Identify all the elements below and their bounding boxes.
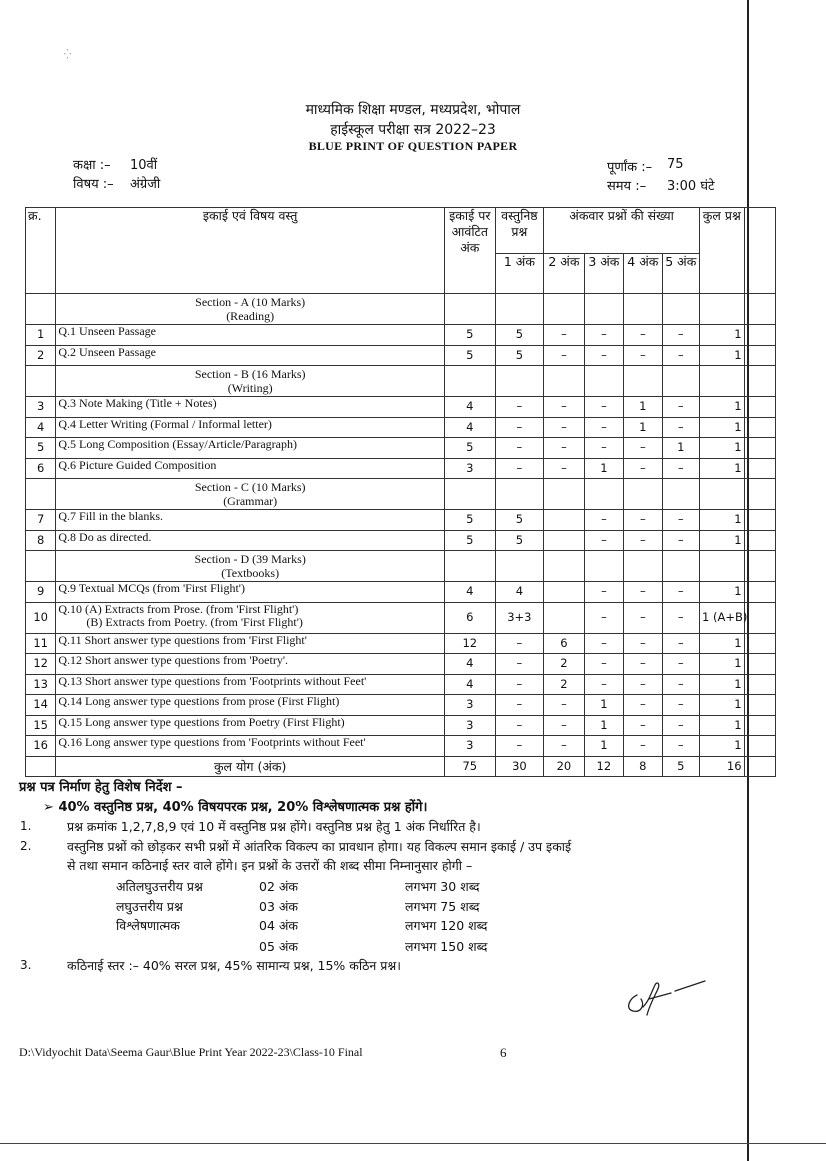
table-row [26,582,776,603]
question-cell: Q.13 Short answer type questions from 'Footprints without Feet' [56,674,445,695]
serial-number-cell: 10 [26,602,56,633]
empty-cell [744,325,775,346]
header-objective-1: 1 अंक [495,254,544,294]
instruction-2a: वस्तुनिष्ठ प्रश्नों को छोड़कर सभी प्रश्नों में आंतरिक विकल्प का प्रावधान होगा। यह विकल्प समान इकाई / उप इकाई [67,839,572,854]
header-allocated-marks: इकाई पर आवंटित अंक [445,208,496,294]
allocated-marks-cell: 3 [445,458,496,479]
serial-number-cell: 13 [26,674,56,695]
table-row [26,345,776,366]
word-limit: लगभग 30 शब्द [405,879,480,894]
two-mark-cell [544,602,584,633]
table-row [26,715,776,736]
empty-cell [744,345,775,366]
allocated-marks-cell: 6 [445,602,496,633]
class-value: 10वीं [130,158,158,173]
empty-cell [26,479,56,510]
question-cell: Q.1 Unseen Passage [56,325,445,346]
table-row [26,417,776,438]
four-mark-cell: – [624,695,662,716]
question-cell: Q.4 Letter Writing (Formal / Informal letter) [56,417,445,438]
empty-cell [445,551,496,582]
two-mark-cell: – [544,345,584,366]
two-mark-cell: – [544,736,584,757]
empty-cell [744,654,775,675]
two-mark-cell: – [544,458,584,479]
section-subtitle: (Grammar) [223,494,278,508]
serial-number-cell: 7 [26,510,56,531]
empty-cell [662,294,699,325]
blueprint-body [26,294,776,777]
section-title: Section - A (10 Marks) [195,295,306,309]
total-questions-cell: 1 [700,397,745,418]
objective-cell: 5 [495,325,544,346]
empty-cell [445,479,496,510]
three-mark-cell: – [584,674,623,695]
header-4-marks: 4 अंक [624,254,662,294]
empty-cell [744,736,775,757]
objective-cell: 5 [495,510,544,531]
question-cell: Q.5 Long Composition (Essay/Article/Paragraph) [56,438,445,459]
serial-number-cell: 5 [26,438,56,459]
question-cell: Q.7 Fill in the blanks. [56,510,445,531]
document-title: BLUE PRINT OF QUESTION PAPER [308,139,518,153]
question-cell: Q.16 Long answer type questions from 'Footprints without Feet' [56,736,445,757]
empty-cell [662,479,699,510]
objective-cell: 30 [495,756,544,777]
three-mark-cell: – [584,397,623,418]
five-mark-cell: – [662,736,699,757]
empty-cell [700,479,745,510]
four-mark-cell: – [624,458,662,479]
total-questions-cell: 1 [700,633,745,654]
five-mark-cell: 5 [662,756,699,777]
empty-cell [744,458,775,479]
question-marks: 02 अंक [259,879,299,894]
allocated-marks-cell: 5 [445,325,496,346]
objective-cell: 5 [495,530,544,551]
two-mark-cell: 2 [544,674,584,695]
instruction-number-1: 1. [20,819,32,833]
five-mark-cell: – [662,325,699,346]
signature [615,975,715,1025]
objective-cell: – [495,438,544,459]
two-mark-cell: 2 [544,654,584,675]
empty-cell [744,756,775,777]
empty-cell [495,551,544,582]
allocated-marks-cell: 4 [445,654,496,675]
three-mark-cell: – [584,417,623,438]
allocated-marks-cell: 4 [445,397,496,418]
five-mark-cell: – [662,345,699,366]
empty-cell [744,294,775,325]
objective-cell: 5 [495,345,544,366]
total-questions-cell: 1 [700,582,745,603]
section-heading [56,551,445,582]
empty-cell [495,294,544,325]
allocated-marks-cell: 4 [445,582,496,603]
total-questions-cell: 1 (A+B) [700,602,745,633]
question-ratio-text: 40% वस्तुनिष्ठ प्रश्न, 40% विषयपरक प्रश्न, 20% विश्लेषणात्मक प्रश्न होंगे। [58,800,428,815]
page-number: 6 [500,1045,507,1060]
total-questions-cell: 1 [700,715,745,736]
table-row [26,633,776,654]
question-cell: Q.14 Long answer type questions from prose (First Flight) [56,695,445,716]
subject-value: अंग्रेजी [130,177,161,192]
four-mark-cell: 8 [624,756,662,777]
four-mark-cell: – [624,530,662,551]
four-mark-cell: – [624,674,662,695]
three-mark-cell: 12 [584,756,623,777]
instruction-3: कठिनाई स्तर :– 40% सरल प्रश्न, 45% सामान्य प्रश्न, 15% कठिन प्रश्न। [67,958,401,973]
table-row [26,674,776,695]
allocated-marks-cell: 3 [445,715,496,736]
max-marks-label: पूर्णांक :– [607,160,653,175]
five-mark-cell: 1 [662,438,699,459]
two-mark-cell: – [544,417,584,438]
total-questions-cell: 1 [700,345,745,366]
empty-cell [700,551,745,582]
empty-cell [544,479,584,510]
serial-number-cell: 11 [26,633,56,654]
empty-cell [584,551,623,582]
objective-cell: – [495,695,544,716]
three-mark-cell: – [584,345,623,366]
question-type: लघुउत्तरीय प्रश्न [116,899,183,914]
file-path: D:\Vidyochit Data\Seema Gaur\Blue Print Year 2022-23\Class-10 Final [19,1045,363,1059]
arrow-bullet-icon: ➢ [43,800,54,815]
two-mark-cell [544,530,584,551]
serial-number-cell: 14 [26,695,56,716]
empty-cell [495,366,544,397]
allocated-marks-cell: 3 [445,736,496,757]
word-limit: लगभग 120 शब्द [405,918,488,933]
empty-cell [624,366,662,397]
three-mark-cell: – [584,582,623,603]
serial-number-cell: 9 [26,582,56,603]
empty-cell [584,366,623,397]
table-row [26,654,776,675]
objective-cell: – [495,715,544,736]
instruction-1: प्रश्न क्रमांक 1,2,7,8,9 एवं 10 में वस्तुनिष्ठ प्रश्न होंगे। वस्तुनिष्ठ प्रश्न हेतु 1 अंक निर्धारित है। [67,819,481,834]
question-text-b: (B) Extracts from Poetry. (from 'First Flight') [86,614,303,629]
section-heading [56,479,445,510]
three-mark-cell: 1 [584,736,623,757]
three-mark-cell: – [584,654,623,675]
objective-cell: – [495,674,544,695]
question-marks: 04 अंक [259,918,299,933]
empty-cell [495,479,544,510]
header-2-marks: 2 अंक [544,254,584,294]
objective-cell: 3+3 [495,602,544,633]
four-mark-cell: – [624,582,662,603]
header-sno: क्र. [26,208,56,294]
empty-cell [744,602,775,633]
question-cell [56,602,445,633]
table-row [26,602,776,633]
blueprint-table [25,207,776,777]
total-questions-cell: 1 [700,417,745,438]
empty-cell [744,582,775,603]
instruction-number-2: 2. [20,839,32,853]
section-subtitle: (Writing) [227,381,273,395]
four-mark-cell: – [624,325,662,346]
allocated-marks-cell: 5 [445,345,496,366]
allocated-marks-cell: 3 [445,695,496,716]
empty-cell [544,551,584,582]
total-questions-cell: 1 [700,674,745,695]
two-mark-cell [544,582,584,603]
section-title: Section - D (39 Marks) [194,552,306,566]
objective-cell: – [495,654,544,675]
scan-speck: ⁛ [64,50,72,60]
table-row [26,736,776,757]
question-ratio-bullet [43,797,427,815]
time-value: 3:00 घंटे [667,179,715,194]
objective-cell: – [495,633,544,654]
bottom-edge-rule [0,1143,826,1144]
header-3-marks: 3 अंक [584,254,623,294]
empty-cell [744,674,775,695]
total-questions-cell: 1 [700,736,745,757]
section-title: Section - B (16 Marks) [194,367,306,381]
allocated-marks-cell: 5 [445,510,496,531]
four-mark-cell: – [624,602,662,633]
five-mark-cell: – [662,695,699,716]
question-cell: Q.8 Do as directed. [56,530,445,551]
total-questions-cell: 1 [700,510,745,531]
section-row [26,366,776,397]
three-mark-cell: 1 [584,695,623,716]
section-row [26,479,776,510]
two-mark-cell: – [544,695,584,716]
table-row [26,438,776,459]
table-row [26,397,776,418]
time-label: समय :– [607,179,647,194]
allocated-marks-cell: 4 [445,674,496,695]
question-marks: 03 अंक [259,899,299,914]
empty-cell [744,438,775,459]
total-questions-cell: 1 [700,325,745,346]
objective-cell: – [495,736,544,757]
header-5-marks: 5 अंक [662,254,699,294]
three-mark-cell: – [584,510,623,531]
empty-cell [26,294,56,325]
serial-number-cell: 1 [26,325,56,346]
two-mark-cell: – [544,325,584,346]
instruction-number-3: 3. [20,958,32,972]
total-questions-cell: 1 [700,695,745,716]
three-mark-cell: – [584,438,623,459]
three-mark-cell: – [584,530,623,551]
five-mark-cell: – [662,602,699,633]
two-mark-cell: 6 [544,633,584,654]
empty-cell [744,633,775,654]
empty-cell [445,294,496,325]
instruction-2b: से तथा समान कठिनाई स्तर वाले होंगे। इन प्रश्नों के उत्तरों की शब्द सीमा निम्नानुसार होगी – [67,858,473,873]
exam-session: हाईस्कूल परीक्षा सत्र 2022–23 [330,122,496,138]
question-type: अतिलघुउत्तरीय प्रश्न [116,879,203,894]
three-mark-cell: – [584,602,623,633]
total-row [26,756,776,777]
table-row [26,695,776,716]
section-heading [56,366,445,397]
empty-cell [744,479,775,510]
empty-cell [744,551,775,582]
empty-cell [744,695,775,716]
section-subtitle: (Reading) [226,309,275,323]
empty-cell [744,510,775,531]
header-spare [744,208,775,294]
table-row [26,530,776,551]
five-mark-cell: – [662,715,699,736]
question-type: विश्लेषणात्मक [116,918,180,933]
empty-cell [624,294,662,325]
board-title: माध्यमिक शिक्षा मण्डल, मध्यप्रदेश, भोपाल [305,102,521,118]
allocated-marks-cell: 5 [445,438,496,459]
empty-cell [744,417,775,438]
serial-number-cell: 16 [26,736,56,757]
empty-cell [662,551,699,582]
empty-cell [26,551,56,582]
two-mark-cell [544,510,584,531]
allocated-marks-cell: 5 [445,530,496,551]
serial-number-cell: 4 [26,417,56,438]
table-row [26,458,776,479]
four-mark-cell: – [624,654,662,675]
serial-number-cell: 8 [26,530,56,551]
total-questions-cell: 1 [700,530,745,551]
question-cell: Q.6 Picture Guided Composition [56,458,445,479]
question-cell: Q.3 Note Making (Title + Notes) [56,397,445,418]
empty-cell [584,294,623,325]
subject-label: विषय :– [73,177,114,192]
five-mark-cell: – [662,417,699,438]
three-mark-cell: 1 [584,458,623,479]
question-text: Q.10 (A) Extracts from Prose. (from 'First Flight') [58,602,299,616]
total-questions-cell: 1 [700,654,745,675]
two-mark-cell: – [544,397,584,418]
header-markwise: अंकवार प्रश्नों की संख्या [544,208,700,254]
allocated-marks-cell: 75 [445,756,496,777]
five-mark-cell: – [662,510,699,531]
empty-cell [584,479,623,510]
header-total: कुल प्रश्न [700,208,745,294]
section-heading [56,294,445,325]
serial-number-cell: 15 [26,715,56,736]
four-mark-cell: – [624,633,662,654]
four-mark-cell: 1 [624,417,662,438]
five-mark-cell: – [662,530,699,551]
four-mark-cell: – [624,438,662,459]
five-mark-cell: – [662,458,699,479]
empty-cell [744,366,775,397]
question-marks: 05 अंक [259,939,299,954]
empty-cell [700,366,745,397]
question-cell: Q.2 Unseen Passage [56,345,445,366]
table-row [26,325,776,346]
empty-cell [700,294,745,325]
four-mark-cell: – [624,715,662,736]
empty-cell [624,551,662,582]
header-unit: इकाई एवं विषय वस्तु [56,208,445,294]
question-cell: Q.9 Textual MCQs (from 'First Flight') [56,582,445,603]
section-subtitle: (Textbooks) [221,566,280,580]
empty-cell [744,530,775,551]
total-questions-cell: 1 [700,438,745,459]
serial-number-cell: 3 [26,397,56,418]
two-mark-cell: – [544,438,584,459]
question-cell: Q.11 Short answer type questions from 'First Flight' [56,633,445,654]
section-row [26,294,776,325]
empty-cell [445,366,496,397]
serial-number-cell: 12 [26,654,56,675]
total-label-cell: कुल योग (अंक) [56,756,445,777]
total-questions-cell: 16 [700,756,745,777]
allocated-marks-cell: 4 [445,417,496,438]
three-mark-cell: 1 [584,715,623,736]
five-mark-cell: – [662,397,699,418]
five-mark-cell: – [662,674,699,695]
serial-number-cell: 6 [26,458,56,479]
five-mark-cell: – [662,654,699,675]
two-mark-cell: 20 [544,756,584,777]
objective-cell: 4 [495,582,544,603]
max-marks-value: 75 [667,157,684,172]
four-mark-cell: 1 [624,397,662,418]
instructions-heading: प्रश्न पत्र निर्माण हेतु विशेष निर्देश – [19,780,183,795]
serial-number-cell: 2 [26,345,56,366]
four-mark-cell: – [624,345,662,366]
objective-cell: – [495,397,544,418]
empty-cell [26,366,56,397]
three-mark-cell: – [584,325,623,346]
empty-cell [544,366,584,397]
empty-cell [662,366,699,397]
question-cell: Q.12 Short answer type questions from 'Poetry'. [56,654,445,675]
empty-cell [26,756,56,777]
word-limit: लगभग 150 शब्द [405,939,488,954]
empty-cell [624,479,662,510]
empty-cell [544,294,584,325]
section-title: Section - C (10 Marks) [194,480,306,494]
question-cell: Q.15 Long answer type questions from Poetry (First Flight) [56,715,445,736]
five-mark-cell: – [662,582,699,603]
four-mark-cell: – [624,510,662,531]
three-mark-cell: – [584,633,623,654]
table-row [26,510,776,531]
objective-cell: – [495,458,544,479]
section-row [26,551,776,582]
two-mark-cell: – [544,715,584,736]
empty-cell [744,397,775,418]
empty-cell [744,715,775,736]
allocated-marks-cell: 12 [445,633,496,654]
word-limit: लगभग 75 शब्द [405,899,480,914]
objective-cell: – [495,417,544,438]
five-mark-cell: – [662,633,699,654]
total-questions-cell: 1 [700,458,745,479]
header-objective: वस्तुनिष्ठ प्रश्न [495,208,544,254]
class-label: कक्षा :– [73,158,111,173]
four-mark-cell: – [624,736,662,757]
